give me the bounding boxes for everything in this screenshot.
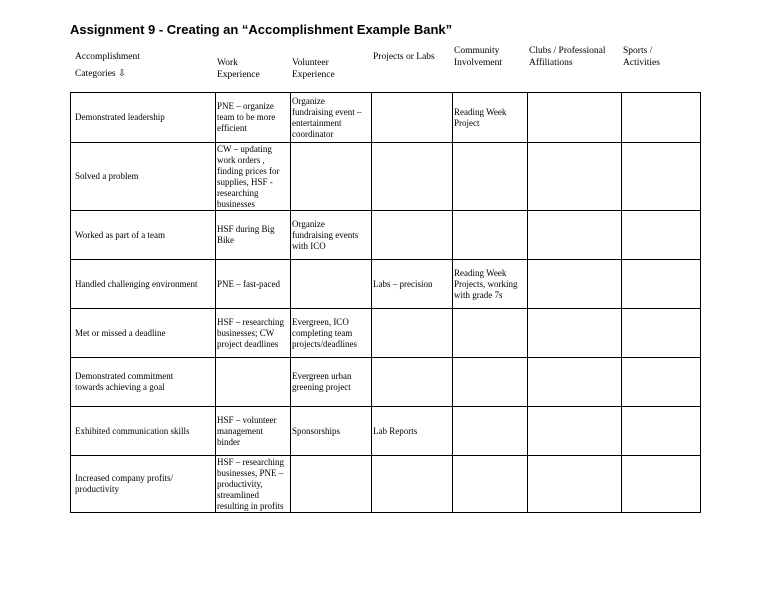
category-cell: Met or missed a deadline <box>71 309 216 358</box>
category-cell: Worked as part of a team <box>71 211 216 260</box>
projects-cell: Lab Reports <box>372 407 453 456</box>
volunteer-cell: Evergreen urban greening project <box>291 358 372 407</box>
category-cell: Exhibited communication skills <box>71 407 216 456</box>
volunteer-cell: Organize fundraising events with ICO <box>291 211 372 260</box>
projects-cell <box>372 358 453 407</box>
work-cell: PNE – fast-paced <box>216 260 291 309</box>
sports-cell <box>622 456 701 513</box>
table-row <box>71 456 701 513</box>
community-cell <box>453 143 528 211</box>
sports-cell <box>622 143 701 211</box>
volunteer-cell <box>291 456 372 513</box>
projects-cell <box>372 143 453 211</box>
community-cell <box>453 456 528 513</box>
volunteer-cell: Organize fundraising event – entertainment coordinator <box>291 93 372 143</box>
work-cell: PNE – organize team to be more efficient <box>216 93 291 143</box>
header-categories <box>75 51 140 80</box>
header-categories-line2: Categories ⇩ <box>75 69 126 79</box>
clubs-cell <box>528 143 622 211</box>
clubs-cell <box>528 407 622 456</box>
category-cell: Solved a problem <box>71 143 216 211</box>
work-cell: HSF during Big Bike <box>216 211 291 260</box>
category-cell: Demonstrated leadership <box>71 93 216 143</box>
clubs-cell <box>528 211 622 260</box>
table-row <box>71 93 701 143</box>
sports-cell <box>622 93 701 143</box>
table-row <box>71 309 701 358</box>
work-cell: HSF – researching businesses; CW project deadlines <box>216 309 291 358</box>
header-sports: Sports / Activities <box>623 46 660 68</box>
volunteer-cell <box>291 143 372 211</box>
work-cell: HSF – researching businesses, PNE – productivity, streamlined resulting in profits <box>216 456 291 513</box>
table-row <box>71 407 701 456</box>
clubs-cell <box>528 309 622 358</box>
projects-cell: Labs – precision <box>372 260 453 309</box>
table-row <box>71 211 701 260</box>
sports-cell <box>622 309 701 358</box>
table-row <box>71 260 701 309</box>
header-work: Work Experience <box>217 58 260 80</box>
table-row <box>71 358 701 407</box>
clubs-cell <box>528 456 622 513</box>
sports-cell <box>622 358 701 407</box>
projects-cell <box>372 456 453 513</box>
clubs-cell <box>528 93 622 143</box>
work-cell: CW – updating work orders , finding prices for supplies, HSF - researching businesses <box>216 143 291 211</box>
work-cell <box>216 358 291 407</box>
volunteer-cell: Evergreen, ICO completing team projects/deadlines <box>291 309 372 358</box>
volunteer-cell: Sponsorships <box>291 407 372 456</box>
category-cell: Demonstrated commitment towards achieving a goal <box>71 358 216 407</box>
community-cell <box>453 211 528 260</box>
community-cell <box>453 309 528 358</box>
projects-cell <box>372 309 453 358</box>
header-community: Community Involvement <box>454 46 503 68</box>
sports-cell <box>622 407 701 456</box>
community-cell: Reading Week Projects, working with grade 7s <box>453 260 528 309</box>
header-projects: Projects or Labs <box>373 52 435 62</box>
table-row <box>71 143 701 211</box>
header-clubs: Clubs / Professional Affiliations <box>529 46 606 68</box>
category-cell: Handled challenging environment <box>71 260 216 309</box>
work-cell: HSF – volunteer management binder <box>216 407 291 456</box>
projects-cell <box>372 211 453 260</box>
clubs-cell <box>528 260 622 309</box>
sports-cell <box>622 260 701 309</box>
volunteer-cell <box>291 260 372 309</box>
projects-cell <box>372 93 453 143</box>
page-title: Assignment 9 - Creating an “Accomplishment Example Bank” <box>70 22 453 37</box>
community-cell <box>453 358 528 407</box>
clubs-cell <box>528 358 622 407</box>
accomplishment-table <box>70 92 701 513</box>
header-volunteer: Volunteer Experience <box>292 58 335 80</box>
community-cell: Reading Week Project <box>453 93 528 143</box>
header-categories-line1: Accomplishment <box>75 52 140 62</box>
community-cell <box>453 407 528 456</box>
sports-cell <box>622 211 701 260</box>
category-cell: Increased company profits/ productivity <box>71 456 216 513</box>
